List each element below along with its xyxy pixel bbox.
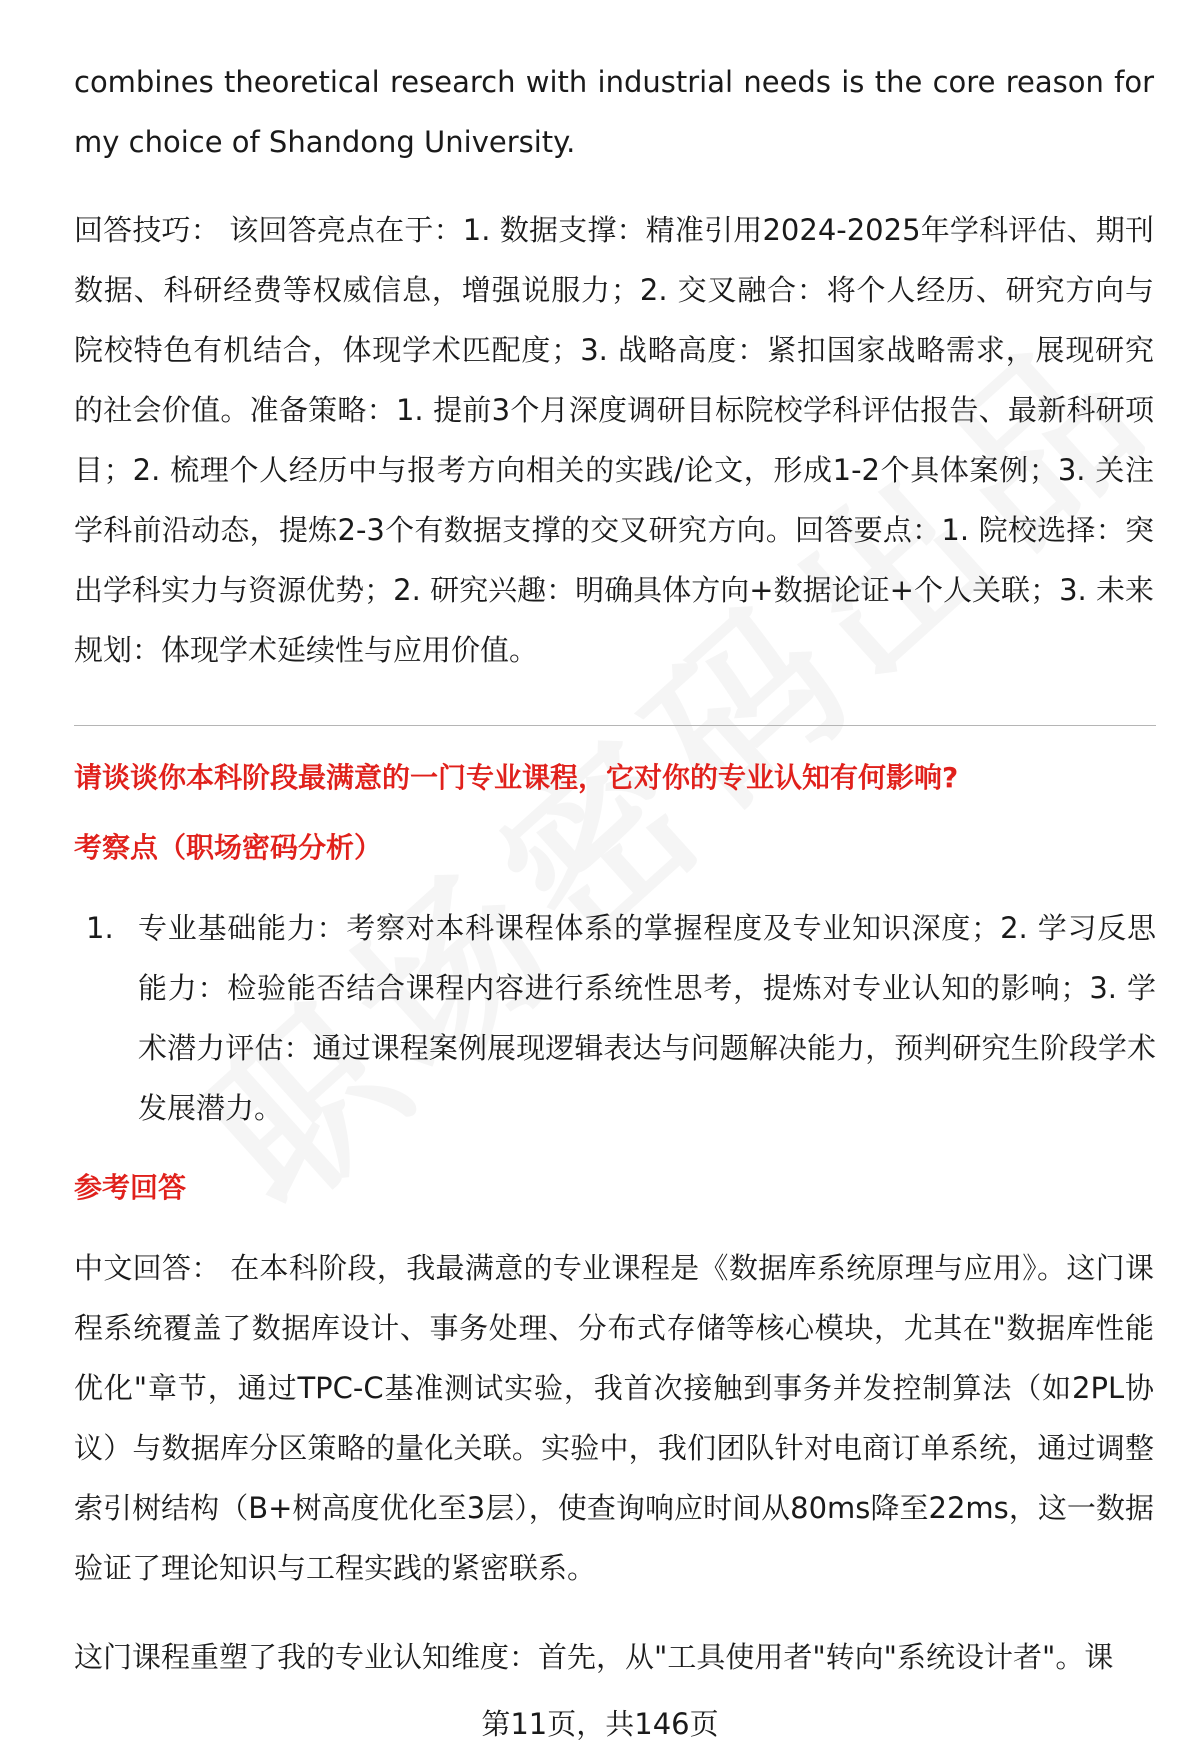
question-heading: 请谈谈你本科阶段最满意的一门专业课程，它对你的专业认知有何影响?: [74, 761, 959, 794]
focus-list-item: [74, 898, 1156, 1138]
intro-english-paragraph: combines theoretical research with industrial needs is the core reason for my choice of Shandong University.: [74, 65, 1154, 159]
answer-tips-paragraph: 回答技巧： 该回答亮点在于：1. 数据支撑：精准引用2024-2025年学科评估、期刊数据、科研经费等权威信息，增强说服力；2. 交叉融合：将个人经历、研究方向与院校特色有机结合，体现学术匹配度；3. 战略高度：紧扣国家战略需求，展现研究的社会价值。准备策略：1. 提前3个月深度调研目标院校学科评估报告、最新科研项目；2. 梳理个人经历中与报考方向相关的实践/论文，形成1-2个具体案例；3. 关注学科前沿动态，提炼2-3个有数据支撑的交叉研究方向。回答要点：1. 院校选择：突出学科实力与资源优势；2. 研究兴趣：明确具体方向+数据论证+个人关联；3. 未来规划：体现学术延续性与应用价值。: [74, 213, 1154, 667]
page-footer: 第11页，共146页: [481, 1707, 719, 1741]
reference-heading: 参考回答: [74, 1171, 187, 1204]
chinese-answer-paragraph: 中文回答： 在本科阶段，我最满意的专业课程是《数据库系统原理与应用》。这门课程系统覆盖了数据库设计、事务处理、分布式存储等核心模块，尤其在"数据库性能优化"章节，通过TPC-C基准测试实验，我首次接触到事务并发控制算法（如2PL协议）与数据库分区策略的量化关联。实验中，我们团队针对电商订单系统，通过调整索引树结构（B+树高度优化至3层），使查询响应时间从80ms降至22ms，这一数据验证了理论知识与工程实践的紧密联系。: [74, 1251, 1154, 1585]
section-divider: [74, 725, 1156, 726]
focus-text: 专业基础能力：考察对本科课程体系的掌握程度及专业知识深度；2. 学习反思能力：检验能否结合课程内容进行系统性思考，提炼对专业认知的影响；3. 学术潜力评估：通过课程案例展现逻辑表达与问题解决能力，预判研究生阶段学术发展潜力。: [138, 911, 1156, 1125]
answer-continuation-paragraph: 这门课程重塑了我的专业认知维度：首先，从"工具使用者"转向"系统设计者"。课: [74, 1640, 1114, 1674]
focus-heading: 考察点（职场密码分析）: [74, 831, 383, 864]
list-number: 1.: [86, 911, 114, 945]
